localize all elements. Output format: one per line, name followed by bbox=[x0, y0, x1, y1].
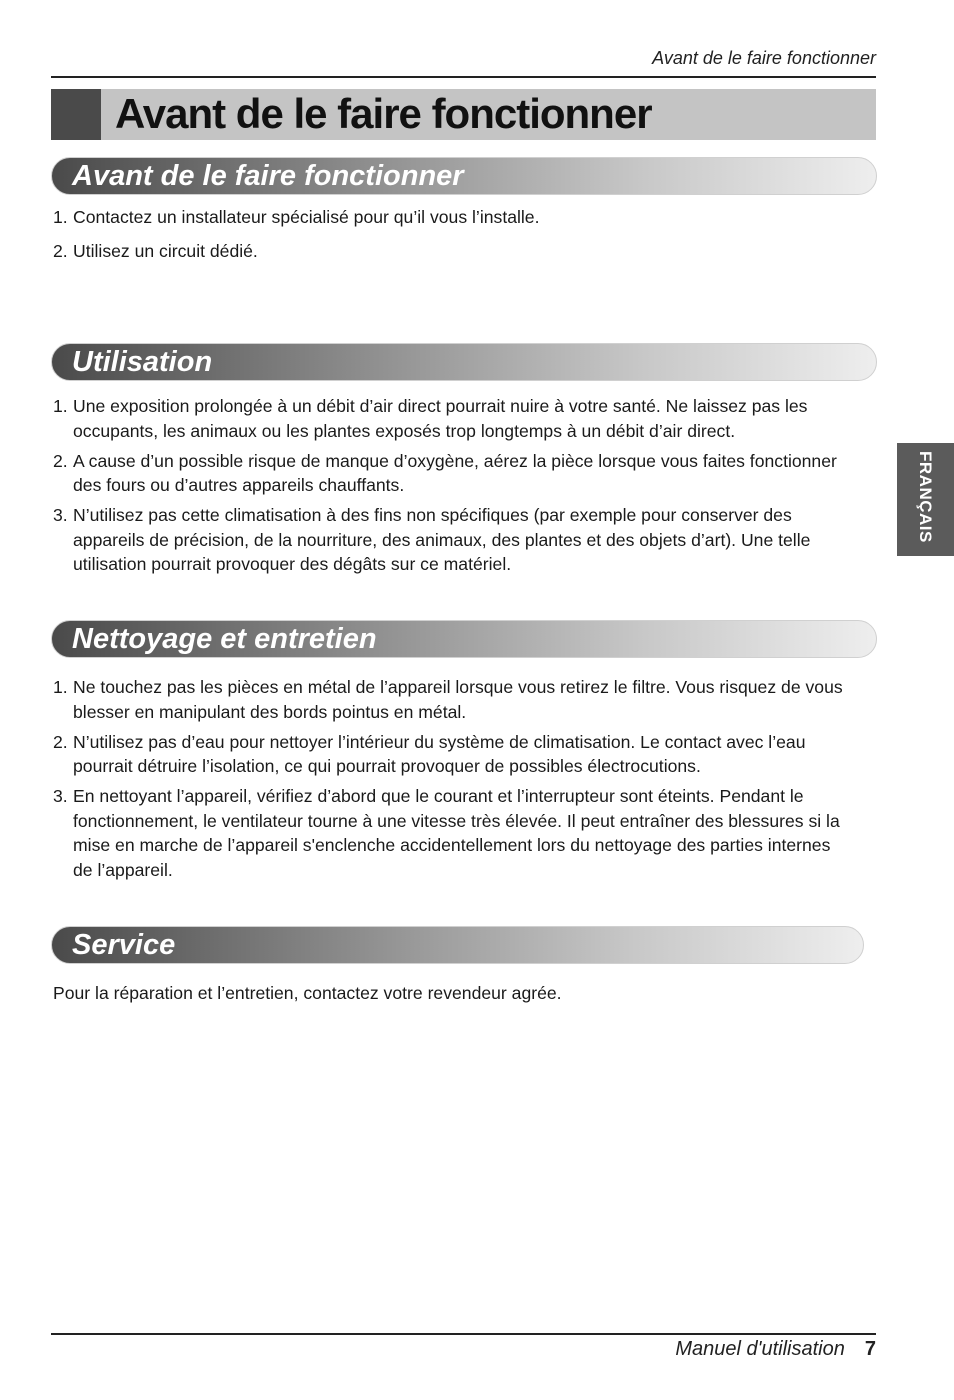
section-bar-nettoyage bbox=[51, 620, 877, 658]
title-square bbox=[51, 89, 101, 140]
section-bar-utilisation bbox=[51, 343, 877, 381]
item-text: N’utilisez pas cette climatisation à des fins non spécifiques (par exemple pour conserver des appareils de précision, de la nourriture, des animaux, des plantes et des objets d’art). Une telle utilisation pourrait provoquer des dégâts sur ce matériel. bbox=[73, 505, 811, 574]
list-item bbox=[53, 449, 854, 498]
list-item bbox=[53, 239, 854, 264]
item-number: 1. bbox=[53, 677, 68, 697]
language-tab bbox=[897, 443, 954, 556]
item-number: 3. bbox=[53, 786, 68, 806]
list-item bbox=[53, 503, 854, 577]
item-number: 1. bbox=[53, 396, 68, 416]
list-avant bbox=[53, 205, 854, 269]
footer-manual-label: Manuel d'utilisation bbox=[675, 1338, 845, 1360]
list-item bbox=[53, 675, 854, 724]
page-title: Avant de le faire fonctionner bbox=[115, 90, 652, 137]
item-number: 1. bbox=[53, 207, 68, 227]
language-tab-label: FRANÇAIS bbox=[916, 451, 935, 543]
item-text: Utilisez un circuit dédié. bbox=[73, 240, 258, 261]
footer-rule bbox=[51, 1333, 876, 1335]
list-utilisation bbox=[53, 394, 854, 582]
section-title: Nettoyage et entretien bbox=[72, 623, 377, 655]
section-title: Avant de le faire fonctionner bbox=[72, 160, 464, 192]
list-nettoyage bbox=[53, 675, 854, 888]
item-text: Une exposition prolongée à un débit d’air direct pourrait nuire à votre santé. Ne laissez pas les occupants, les animaux ou les plantes exposés trop longtemps à un débit d’air direct. bbox=[73, 396, 808, 441]
item-number: 2. bbox=[53, 450, 68, 471]
footer bbox=[675, 1338, 876, 1361]
running-header: Avant de le faire fonctionner bbox=[652, 48, 876, 68]
item-number: 2. bbox=[53, 240, 68, 261]
item-text: Contactez un installateur spécialisé pour qu’il vous l’installe. bbox=[73, 207, 540, 227]
list-item bbox=[53, 784, 854, 882]
item-text: A cause d’un possible risque de manque d’oxygène, aérez la pièce lorsque vous faites fonctionner des fours ou d’autres appareils chauffants. bbox=[73, 450, 837, 495]
item-text: N’utilisez pas d’eau pour nettoyer l’intérieur du système de climatisation. Le contact avec l’eau pourrait détruire l’isolation, ce qui pourrait provoquer de possibles électrocutions. bbox=[73, 731, 806, 776]
header-rule bbox=[51, 76, 876, 78]
list-item bbox=[53, 394, 854, 443]
page-number: 7 bbox=[864, 1338, 876, 1360]
section-bar-avant bbox=[51, 157, 877, 195]
section-title: Service bbox=[72, 929, 176, 961]
service-text: Pour la réparation et l’entretien, contactez votre revendeur agrée. bbox=[53, 983, 562, 1003]
section-bar-service bbox=[51, 926, 864, 964]
list-item bbox=[53, 730, 854, 779]
section-title: Utilisation bbox=[72, 346, 213, 378]
item-text: En nettoyant l’appareil, vérifiez d’abord que le courant et l’interrupteur sont éteints. Pendant le fonctionnement, le ventilateur tourne à une vitesse très élevée. Il peut entraîner des blessures si la mise en marche de l’appareil s'enclenche accidentellement lors du nettoyage des parties internes de l’appareil. bbox=[73, 786, 840, 880]
page-title-bar bbox=[51, 89, 876, 140]
list-item bbox=[53, 205, 854, 230]
item-text: Ne touchez pas les pièces en métal de l’appareil lorsque vous retirez le filtre. Vous risquez de vous blesser en manipulant des bords pointus en métal. bbox=[73, 677, 843, 722]
item-number: 2. bbox=[53, 731, 68, 752]
item-number: 3. bbox=[53, 505, 68, 525]
